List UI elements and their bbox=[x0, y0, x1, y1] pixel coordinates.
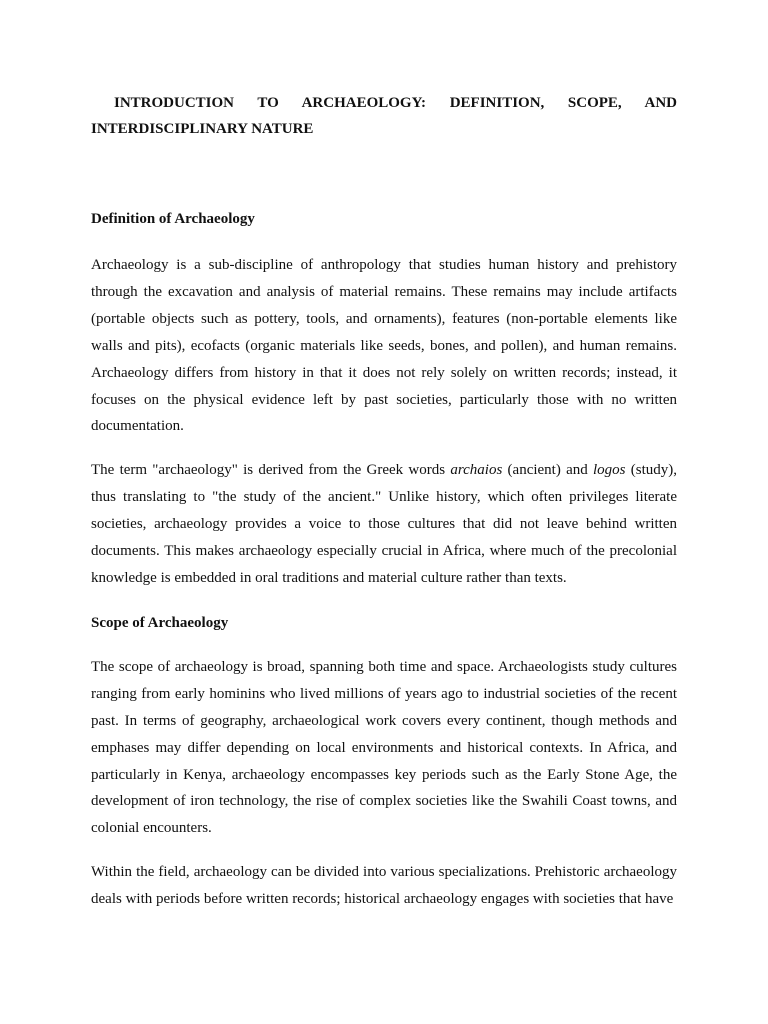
paragraph-text: The term "archaeology" is derived from the Greek words bbox=[91, 462, 451, 479]
title-line-2: INTERDISCIPLINARY NATURE bbox=[91, 121, 314, 137]
greek-term-logos: logos bbox=[593, 462, 626, 479]
page-content bbox=[91, 90, 677, 913]
paragraph-scope-2: Within the field, archaeology can be divided into various specializations. Prehistoric archaeology deals with periods before written records; historical archaeology engages with societies that have bbox=[91, 864, 677, 908]
paragraph-text: (ancient) and bbox=[502, 462, 593, 479]
heading-definition: Definition of Archaeology bbox=[91, 211, 255, 227]
paragraph-scope-1: The scope of archaeology is broad, spanning both time and space. Archaeologists study cultures ranging from early hominins who lived millions of years ago to industrial societies of the recent past. In terms of geography, archaeological work covers every continent, though methods and emphases may differ depending on local environments and historical contexts. In Africa, and particularly in Kenya, archaeology encompasses key periods such as the Early Stone Age, the development of iron technology, the rise of complex societies like the Swahili Coast towns, and colonial encounters. bbox=[91, 658, 677, 837]
heading-scope: Scope of Archaeology bbox=[91, 614, 229, 631]
paragraph-definition-2 bbox=[91, 457, 677, 592]
document-title bbox=[91, 90, 677, 142]
greek-term-archaios: archaios bbox=[450, 462, 503, 479]
paragraph-definition-1: Archaeology is a sub-discipline of anthropology that studies human history and prehistory through the excavation and analysis of material remains. These remains may include artifacts (portable objects such as pottery, tools, and ornaments), features (non-portable elements like walls and pits), ecofacts (organic materials like seeds, bones, and pollen), and human remains. Archaeology differs from history in that it does not rely solely on written records; instead, it focuses on the physical evidence left by past societies, particularly those with no written documentation. bbox=[91, 257, 677, 435]
paragraph-text: (study), thus translating to "the study of the ancient." Unlike history, which often privileges literate societies, archaeology provides a voice to those cultures that did not leave behind written documents. This makes archaeology especially crucial in Africa, where much of the precolonial knowledge is embedded in oral traditions and material culture rather than texts. bbox=[91, 462, 678, 586]
title-line-1: INTRODUCTION TO ARCHAEOLOGY: DEFINITION, SCOPE, AND bbox=[114, 95, 677, 111]
